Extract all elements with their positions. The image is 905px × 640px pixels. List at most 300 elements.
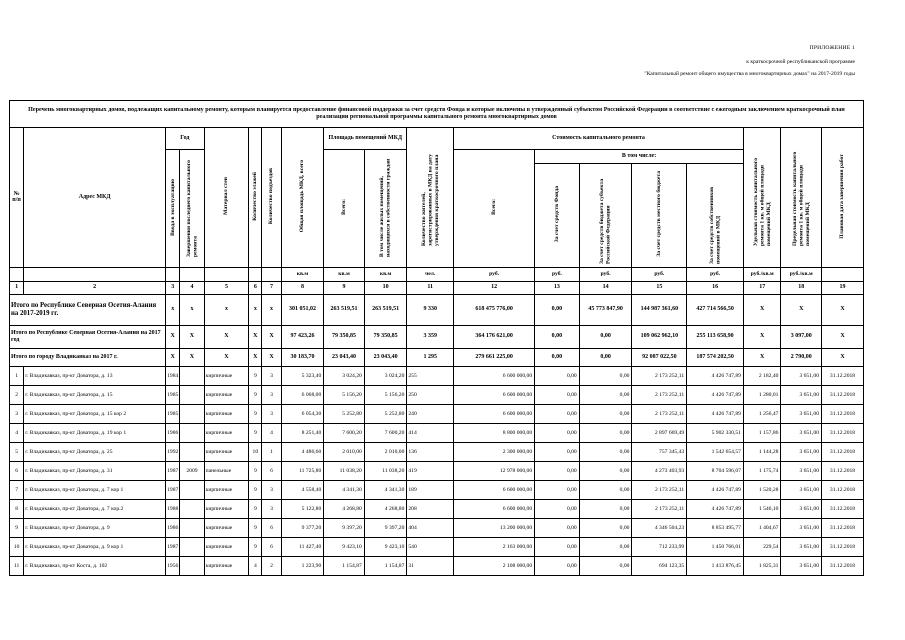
- column-number-cell: 17: [743, 281, 781, 294]
- cell-mc: 3 651,00: [781, 480, 822, 499]
- cell-subj: 0,00: [579, 423, 632, 442]
- cell-mat: кирпичные: [204, 518, 249, 537]
- cell-date: 31.12.2018: [822, 366, 864, 385]
- cell-mc: 3 651,00: [781, 461, 822, 480]
- cell-area: 9 377,20: [281, 518, 324, 537]
- annex-program-name: "Капитальный ремонт общего имущества в многоквартирных домах" на 2017-2019 годы: [644, 71, 855, 77]
- total-cell: X: [262, 348, 281, 366]
- cell-y2: [180, 442, 204, 461]
- col-residents: Количество жителей, зарегистрированных в МКД на дату утверждения краткосрочного плана: [420, 153, 440, 246]
- cell-fl: 9: [249, 366, 262, 385]
- unit-cell: чел.: [407, 267, 454, 281]
- cell-loc: 2 173 252,11: [632, 404, 687, 423]
- cell-addr: г. Владикавказ, пр-кт Доватора, д. 15: [24, 385, 166, 404]
- cell-pt: 9 423,10: [324, 537, 365, 556]
- totals-section: [10, 294, 864, 366]
- total-cell: 0,00: [535, 325, 580, 348]
- cell-own: 4 426 747,89: [687, 385, 744, 404]
- cell-loc: 2 173 252,11: [632, 480, 687, 499]
- cell-subj: 0,00: [579, 480, 632, 499]
- cell-loc: 4 346 504,23: [632, 518, 687, 537]
- cell-loc: 2 173 252,11: [632, 499, 687, 518]
- cell-addr: г. Владикавказ, пр-кт Доватора, д. 7 кор.2: [24, 499, 166, 518]
- cell-area: 4 486,60: [281, 442, 324, 461]
- total-cell: 3 359: [407, 325, 454, 348]
- total-cell: x: [249, 294, 262, 325]
- unit-cell: руб.: [687, 267, 744, 281]
- unit-cell: [204, 267, 249, 281]
- cell-y2: [180, 537, 204, 556]
- total-cell: 3 097,00: [781, 325, 822, 348]
- cell-uc: 1 157,86: [743, 423, 781, 442]
- column-number-cell: 5: [204, 281, 249, 294]
- cell-own: 4 426 747,89: [687, 366, 744, 385]
- cell-n: 7: [10, 480, 24, 499]
- unit-cell: кв.м: [281, 267, 324, 281]
- unit-cell: руб.: [535, 267, 580, 281]
- cell-subj: 0,00: [579, 442, 632, 461]
- unit-cell: [822, 267, 864, 281]
- buildings-section: [10, 366, 864, 575]
- table-row: [10, 499, 864, 518]
- total-cell: 263 519,51: [364, 294, 407, 325]
- cell-uc: 1 256,47: [743, 404, 781, 423]
- total-cell: 0,00: [535, 348, 580, 366]
- cell-own: 8 853 495,77: [687, 518, 744, 537]
- cell-subj: 0,00: [579, 537, 632, 556]
- cell-pr: 4 268,80: [364, 499, 407, 518]
- cell-own: 4 426 747,89: [687, 499, 744, 518]
- table-row: [10, 404, 864, 423]
- unit-cell: [24, 267, 166, 281]
- table-row: [10, 537, 864, 556]
- unit-cell: кв.м: [324, 267, 365, 281]
- cell-mat: кирпичные: [204, 366, 249, 385]
- column-number-cell: 4: [180, 281, 204, 294]
- cell-pt: 11 038,20: [324, 461, 365, 480]
- col-max-cost: Предельная стоимость капитального ремонта 1 кв. м общей площади помещений МКД: [791, 151, 811, 246]
- cell-y1: 1987: [166, 480, 180, 499]
- total-cell: 0,00: [535, 294, 580, 325]
- col-premises-total: Всего:: [340, 199, 347, 215]
- cell-tot: 6 600 000,00: [454, 385, 535, 404]
- cell-pt: 5 156,20: [324, 385, 365, 404]
- total-label: Итого по городу Владикавказ на 2017 г.: [10, 348, 166, 366]
- cell-uc: 2 182,40: [743, 366, 781, 385]
- cell-loc: 712 233,99: [632, 537, 687, 556]
- cell-fl: 9: [249, 480, 262, 499]
- cell-mc: 3 651,00: [781, 423, 822, 442]
- cell-own: 4 426 747,89: [687, 480, 744, 499]
- cell-tot: 2 163 000,00: [454, 537, 535, 556]
- total-cell: 618 475 776,00: [454, 294, 535, 325]
- column-number-cell: 13: [535, 281, 580, 294]
- total-cell: 364 176 621,00: [454, 325, 535, 348]
- cell-fund: 0,00: [535, 442, 580, 461]
- table-row: [10, 385, 864, 404]
- unit-cell: [262, 267, 281, 281]
- cell-pr: 5 252,80: [364, 404, 407, 423]
- cell-fund: 0,00: [535, 480, 580, 499]
- total-row: [10, 348, 864, 366]
- col-num: № п/п: [10, 128, 24, 268]
- cell-y2: [180, 423, 204, 442]
- repair-plan-table-wrapper: [9, 100, 864, 576]
- cell-tot: 13 200 000,00: [454, 518, 535, 537]
- cell-subj: 0,00: [579, 366, 632, 385]
- cell-mc: 3 651,00: [781, 556, 822, 575]
- column-number-cell: 19: [822, 281, 864, 294]
- cell-mc: 3 651,00: [781, 499, 822, 518]
- cell-n: 5: [10, 442, 24, 461]
- cell-addr: г. Владикавказ, пр-кт Доватора, д. 19 кор 1: [24, 423, 166, 442]
- cell-subj: 0,00: [579, 385, 632, 404]
- cell-fl: 9: [249, 461, 262, 480]
- cell-area: 5 323,40: [281, 366, 324, 385]
- cell-pr: 3 024,20: [364, 366, 407, 385]
- cell-pt: 1 154,87: [324, 556, 365, 575]
- cell-tot: 2 108 000,00: [454, 556, 535, 575]
- cell-pr: 2 010,00: [364, 442, 407, 461]
- cell-res: 189: [407, 480, 454, 499]
- cell-addr: г. Владикавказ, пр-кт Доватора, д. 9: [24, 518, 166, 537]
- cell-fl: 9: [249, 499, 262, 518]
- cell-subj: 0,00: [579, 518, 632, 537]
- total-cell: X: [180, 325, 204, 348]
- cell-pr: 7 600,20: [364, 423, 407, 442]
- cell-mc: 3 651,00: [781, 385, 822, 404]
- cell-n: 8: [10, 499, 24, 518]
- col-cost-subject: За счет средств бюджета субъекта Российской Федерации: [599, 178, 612, 264]
- col-total-area: Общая площадь МКД, всего: [299, 159, 306, 233]
- cell-uc: 1 280,01: [743, 385, 781, 404]
- cell-en: 3: [262, 366, 281, 385]
- cell-area: 11 725,80: [281, 461, 324, 480]
- cell-subj: 0,00: [579, 461, 632, 480]
- column-number-cell: 1: [10, 281, 24, 294]
- cell-mat: кирпичные: [204, 385, 249, 404]
- total-cell: 0,00: [579, 348, 632, 366]
- cell-y1: 1986: [166, 423, 180, 442]
- cell-fund: 0,00: [535, 499, 580, 518]
- col-cost-owners: За счет средств собственников помещений в МКД: [708, 186, 722, 264]
- cell-own: 5 902 330,51: [687, 423, 744, 442]
- cell-uc: 1 144,28: [743, 442, 781, 461]
- cell-addr: г. Владикавказ, пр-кт Доватора, д. 25: [24, 442, 166, 461]
- total-cell: 144 987 361,60: [632, 294, 687, 325]
- cell-y2: [180, 366, 204, 385]
- unit-cell: [10, 267, 24, 281]
- cell-fund: 0,00: [535, 556, 580, 575]
- column-number-cell: 6: [249, 281, 262, 294]
- cell-addr: г. Владикавказ, пр-кт Доватора, д. 31: [24, 461, 166, 480]
- cell-y2: 2009: [180, 461, 204, 480]
- cell-n: 11: [10, 556, 24, 575]
- total-cell: 30 183,70: [281, 348, 324, 366]
- unit-cell: руб./кв.м: [743, 267, 781, 281]
- column-number-cell: 12: [454, 281, 535, 294]
- table-row: [10, 442, 864, 461]
- cell-y2: [180, 480, 204, 499]
- cell-fund: 0,00: [535, 423, 580, 442]
- total-cell: 9 330: [407, 294, 454, 325]
- cell-mc: 3 651,00: [781, 442, 822, 461]
- cell-pr: 5 156,20: [364, 385, 407, 404]
- col-year-last-repair: Завершения последнего капитального ремонта: [185, 160, 198, 257]
- total-cell: X: [249, 348, 262, 366]
- total-cell: 79 350,85: [364, 325, 407, 348]
- cell-y1: 1985: [166, 404, 180, 423]
- cell-en: 3: [262, 499, 281, 518]
- cell-mat: кирпичные: [204, 404, 249, 423]
- cell-res: 419: [407, 461, 454, 480]
- unit-cell: руб.: [632, 267, 687, 281]
- cell-fl: 4: [249, 556, 262, 575]
- total-cell: 255 113 658,90: [687, 325, 744, 348]
- column-number-cell: 7: [262, 281, 281, 294]
- cell-y2: [180, 404, 204, 423]
- cell-mat: кирпичные: [204, 537, 249, 556]
- cell-area: 8 251,40: [281, 423, 324, 442]
- cell-pt: 4 268,80: [324, 499, 365, 518]
- cell-uc: 1 175,74: [743, 461, 781, 480]
- cell-area: 6 054,30: [281, 404, 324, 423]
- total-cell: X: [822, 325, 864, 348]
- cell-tot: 6 600 000,00: [454, 499, 535, 518]
- total-cell: x: [262, 294, 281, 325]
- cell-n: 3: [10, 404, 24, 423]
- cell-res: 240: [407, 404, 454, 423]
- total-cell: X: [743, 348, 781, 366]
- col-premises-area: Площадь помещений МКД: [324, 128, 407, 150]
- cell-n: 9: [10, 518, 24, 537]
- cell-mc: 3 651,00: [781, 518, 822, 537]
- cell-pt: 5 252,80: [324, 404, 365, 423]
- total-cell: X: [822, 294, 864, 325]
- col-year: Год: [166, 128, 205, 150]
- cell-pt: 9 397,20: [324, 518, 365, 537]
- cell-mat: кирпичные: [204, 423, 249, 442]
- total-cell: 0,00: [579, 325, 632, 348]
- total-cell: 97 423,26: [281, 325, 324, 348]
- cell-area: 6 068,00: [281, 385, 324, 404]
- cell-tot: 6 600 000,00: [454, 366, 535, 385]
- cell-en: 3: [262, 385, 281, 404]
- total-cell: X: [166, 325, 180, 348]
- column-number-cell: 15: [632, 281, 687, 294]
- cell-mat: кирпичные: [204, 442, 249, 461]
- total-cell: 301 051,02: [281, 294, 324, 325]
- table-row: [10, 366, 864, 385]
- cell-pr: 9 423,10: [364, 537, 407, 556]
- total-cell: X: [262, 325, 281, 348]
- cell-uc: 229,54: [743, 537, 781, 556]
- col-cost-fund: За счет средств Фонда: [553, 185, 560, 243]
- cell-y1: 1985: [166, 385, 180, 404]
- total-row: [10, 325, 864, 348]
- cell-mat: кирпичные: [204, 480, 249, 499]
- unit-cell: [180, 267, 204, 281]
- cell-n: 6: [10, 461, 24, 480]
- repair-plan-table: [9, 100, 864, 576]
- cell-pr: 9 397,20: [364, 518, 407, 537]
- total-cell: X: [822, 348, 864, 366]
- cell-date: 31.12.2018: [822, 518, 864, 537]
- total-cell: 2 790,00: [781, 348, 822, 366]
- cell-date: 31.12.2018: [822, 537, 864, 556]
- table-row: [10, 480, 864, 499]
- cell-uc: 1 825,31: [743, 556, 781, 575]
- cell-date: 31.12.2018: [822, 499, 864, 518]
- cell-fund: 0,00: [535, 366, 580, 385]
- col-cost-incl: В том числе:: [535, 150, 744, 164]
- total-cell: X: [743, 325, 781, 348]
- cell-y2: [180, 518, 204, 537]
- col-cost-local: За счет средств местного бюджета: [656, 171, 663, 257]
- cell-fl: 9: [249, 537, 262, 556]
- cell-area: 5 122,80: [281, 499, 324, 518]
- unit-cell: кв.м: [364, 267, 407, 281]
- cell-res: 208: [407, 499, 454, 518]
- table-row: [10, 518, 864, 537]
- cell-area: 11 427,40: [281, 537, 324, 556]
- cell-uc: 1 404,67: [743, 518, 781, 537]
- cell-mc: 3 651,00: [781, 366, 822, 385]
- total-cell: X: [743, 294, 781, 325]
- cell-y1: 1956: [166, 556, 180, 575]
- column-number-cell: 3: [166, 281, 180, 294]
- total-cell: X: [180, 348, 204, 366]
- unit-cell: [249, 267, 262, 281]
- cell-tot: 12 978 000,00: [454, 461, 535, 480]
- cell-y1: 1988: [166, 499, 180, 518]
- cell-fund: 0,00: [535, 404, 580, 423]
- total-cell: 109 062 962,10: [632, 325, 687, 348]
- cell-mc: 3 651,00: [781, 537, 822, 556]
- cell-en: 4: [262, 423, 281, 442]
- total-cell: 23 043,40: [364, 348, 407, 366]
- cell-own: 1 413 876,45: [687, 556, 744, 575]
- total-cell: 1 295: [407, 348, 454, 366]
- total-cell: X: [166, 348, 180, 366]
- col-premises-residential: В том числе жилых помещений, находящихся в собственности граждан: [379, 158, 392, 257]
- cell-pt: 3 024,20: [324, 366, 365, 385]
- column-number-cell: 11: [407, 281, 454, 294]
- col-cost: Стоимость капитального ремонта: [454, 128, 744, 150]
- unit-cell: [166, 267, 180, 281]
- cell-fl: 9: [249, 404, 262, 423]
- cell-date: 31.12.2018: [822, 423, 864, 442]
- col-cost-total: Всего:: [490, 199, 497, 215]
- cell-res: 31: [407, 556, 454, 575]
- table-row: [10, 461, 864, 480]
- total-label: Итого по Республике Северная Осетия-Алания на 2017 год: [10, 325, 166, 348]
- cell-subj: 0,00: [579, 499, 632, 518]
- col-wall-material: Материал стен: [223, 177, 230, 215]
- unit-cell: руб./кв.м: [781, 267, 822, 281]
- cell-mat: кирпичные: [204, 556, 249, 575]
- cell-res: 255: [407, 366, 454, 385]
- cell-mat: кирпичные: [204, 499, 249, 518]
- total-cell: 279 661 225,00: [454, 348, 535, 366]
- cell-date: 31.12.2018: [822, 442, 864, 461]
- total-cell: X: [781, 294, 822, 325]
- cell-en: 3: [262, 404, 281, 423]
- cell-loc: 2 173 252,11: [632, 366, 687, 385]
- cell-date: 31.12.2018: [822, 385, 864, 404]
- total-cell: 23 043,40: [324, 348, 365, 366]
- cell-y1: 1987: [166, 461, 180, 480]
- col-entrances: Количество подъездов: [268, 167, 275, 225]
- cell-y1: 1987: [166, 537, 180, 556]
- cell-fund: 0,00: [535, 518, 580, 537]
- cell-fl: 9: [249, 385, 262, 404]
- cell-date: 31.12.2018: [822, 556, 864, 575]
- total-cell: 263 519,51: [324, 294, 365, 325]
- cell-mc: 3 651,00: [781, 404, 822, 423]
- cell-y1: 1984: [166, 366, 180, 385]
- column-number-cell: 9: [324, 281, 365, 294]
- cell-date: 31.12.2018: [822, 404, 864, 423]
- unit-cell: руб.: [454, 267, 535, 281]
- col-planned-date: Плановая дата завершения работ: [839, 153, 846, 239]
- cell-own: 4 426 747,89: [687, 404, 744, 423]
- cell-fund: 0,00: [535, 461, 580, 480]
- cell-own: 1 450 766,01: [687, 537, 744, 556]
- cell-n: 2: [10, 385, 24, 404]
- col-address: Адрес МКД: [24, 128, 166, 268]
- column-number-cell: 18: [781, 281, 822, 294]
- cell-addr: г. Владикавказ, пр-кт Доватора, д. 13: [24, 366, 166, 385]
- cell-own: 8 704 596,07: [687, 461, 744, 480]
- total-cell: X: [204, 325, 249, 348]
- total-cell: 79 350,85: [324, 325, 365, 348]
- cell-en: 1: [262, 442, 281, 461]
- col-year-commission: Ввода в эксплуатацию: [169, 178, 176, 236]
- cell-area: 1 223,90: [281, 556, 324, 575]
- total-cell: 92 087 022,50: [632, 348, 687, 366]
- total-label: Итого по Республике Северная Осетия-Алания на 2017-2019 гг.: [10, 294, 166, 325]
- cell-tot: 6 600 000,00: [454, 480, 535, 499]
- column-number-cell: 16: [687, 281, 744, 294]
- cell-y2: [180, 556, 204, 575]
- column-number-cell: 8: [281, 281, 324, 294]
- cell-tot: 8 800 000,00: [454, 423, 535, 442]
- cell-addr: г. Владикавказ, пр-кт Доватора, д. 15 кор 2: [24, 404, 166, 423]
- cell-en: 6: [262, 537, 281, 556]
- cell-pr: 11 038,20: [364, 461, 407, 480]
- cell-pt: 2 010,00: [324, 442, 365, 461]
- cell-res: 136: [407, 442, 454, 461]
- cell-en: 6: [262, 461, 281, 480]
- cell-en: 3: [262, 480, 281, 499]
- annex-title: ПРИЛОЖЕНИЕ 1: [809, 45, 855, 51]
- total-cell: 187 574 202,50: [687, 348, 744, 366]
- col-floors: Количество этажей: [252, 171, 259, 221]
- cell-subj: 0,00: [579, 404, 632, 423]
- cell-en: 2: [262, 556, 281, 575]
- cell-res: 404: [407, 518, 454, 537]
- cell-own: 1 542 654,57: [687, 442, 744, 461]
- cell-loc: 694 123,35: [632, 556, 687, 575]
- annex-subtitle: к краткосрочной республиканской программе: [746, 59, 855, 65]
- units-row: [10, 267, 864, 281]
- cell-fl: 9: [249, 518, 262, 537]
- cell-y2: [180, 499, 204, 518]
- total-cell: 45 773 847,90: [579, 294, 632, 325]
- cell-addr: г. Владикавказ, пр-кт Доватора, д. 7 кор 1: [24, 480, 166, 499]
- table-row: [10, 423, 864, 442]
